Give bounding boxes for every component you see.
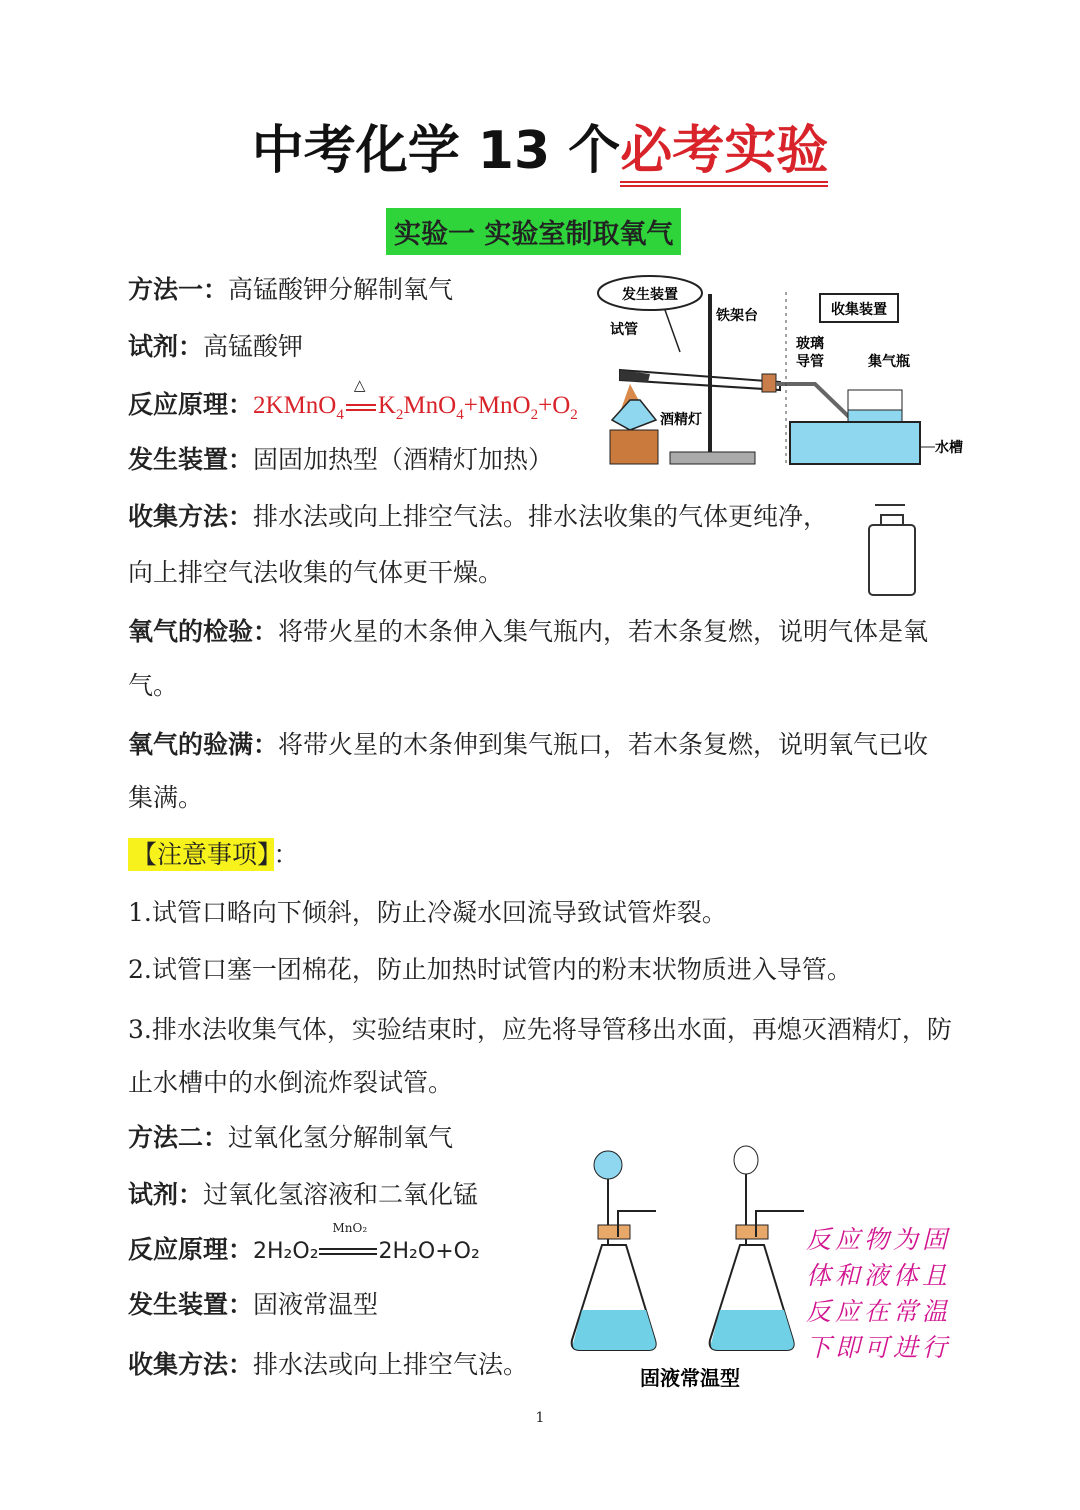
check-line2: 气。	[128, 671, 179, 700]
section-heading: 实验一 实验室制取氧气	[386, 208, 681, 255]
svg-text:导管: 导管	[796, 354, 824, 370]
page-number: 1	[535, 1410, 545, 1426]
svg-text:收集装置: 收集装置	[831, 302, 887, 318]
notes-heading: 【注意事项】 ：	[128, 835, 299, 871]
method1-line: 方法一：高锰酸钾分解制氧气	[128, 275, 454, 304]
svg-text:酒精灯: 酒精灯	[660, 412, 702, 428]
oxygen-apparatus-diagram	[590, 272, 980, 472]
solid-liquid-apparatus-diagram	[560, 1125, 820, 1395]
reaction2-line: 反应原理：2H₂O₂ MnO₂ 2H₂O+O₂	[128, 1221, 480, 1264]
gas-bottle-icon	[863, 497, 923, 602]
note-item: 1.试管口略向下倾斜，防止冷凝水回流导致试管炸裂。	[128, 898, 727, 927]
device1-line: 发生装置：固固加热型（酒精灯加热）	[128, 445, 554, 474]
page-title	[0, 108, 1080, 183]
check-line: 氧气的检验：将带火星的木条伸入集气瓶内，若木条复燃，说明气体是氧	[128, 617, 929, 646]
reaction1-line: 反应原理：2KMnO$_4$ △ $K_2MnO_4+MnO_2+O_2$	[128, 378, 578, 423]
title-text: 中考化学 13 个	[251, 121, 621, 181]
svg-text:集气瓶: 集气瓶	[868, 354, 910, 370]
svg-text:玻璃: 玻璃	[796, 336, 824, 352]
svg-text:发生装置: 发生装置	[622, 287, 678, 303]
handwritten-note: 反应物为固 体和液体且 反应在常温 下即可进行	[806, 1225, 952, 1362]
full-line2: 集满。	[128, 783, 204, 812]
svg-text:铁架台: 铁架台	[716, 308, 758, 324]
note-item: 3.排水法收集气体，实验结束时，应先将导管移出水面，再熄灭酒精灯，防	[128, 1015, 952, 1044]
method2-line: 方法二：过氧化氢分解制氧气	[128, 1123, 454, 1152]
device2-line: 发生装置：固液常温型	[128, 1290, 379, 1319]
collect1-line: 收集方法：排水法或向上排空气法。排水法收集的气体更纯净，	[128, 502, 829, 531]
title-highlight: 必考实验	[620, 121, 828, 187]
svg-text:水槽: 水槽	[935, 440, 963, 456]
note-item: 2.试管口塞一团棉花，防止加热时试管内的粉末状物质进入导管。	[128, 955, 852, 984]
full-line: 氧气的验满：将带火星的木条伸到集气瓶口，若木条复燃，说明氧气已收	[128, 730, 929, 759]
equation: 2KMnO$_4$ △ $K_2MnO_4+MnO_2+O_2$	[253, 378, 578, 423]
svg-text:固液常温型: 固液常温型	[640, 1366, 740, 1390]
svg-text:试管: 试管	[610, 322, 638, 338]
reagent2-line: 试剂：过氧化氢溶液和二氧化锰	[128, 1180, 479, 1209]
collect2-line: 收集方法：排水法或向上排空气法。	[128, 1350, 529, 1379]
note-item: 止水槽中的水倒流炸裂试管。	[128, 1068, 454, 1097]
reagent1-line: 试剂：高锰酸钾	[128, 332, 304, 361]
collect1-line2: 向上排空气法收集的气体更干燥。	[128, 558, 504, 587]
